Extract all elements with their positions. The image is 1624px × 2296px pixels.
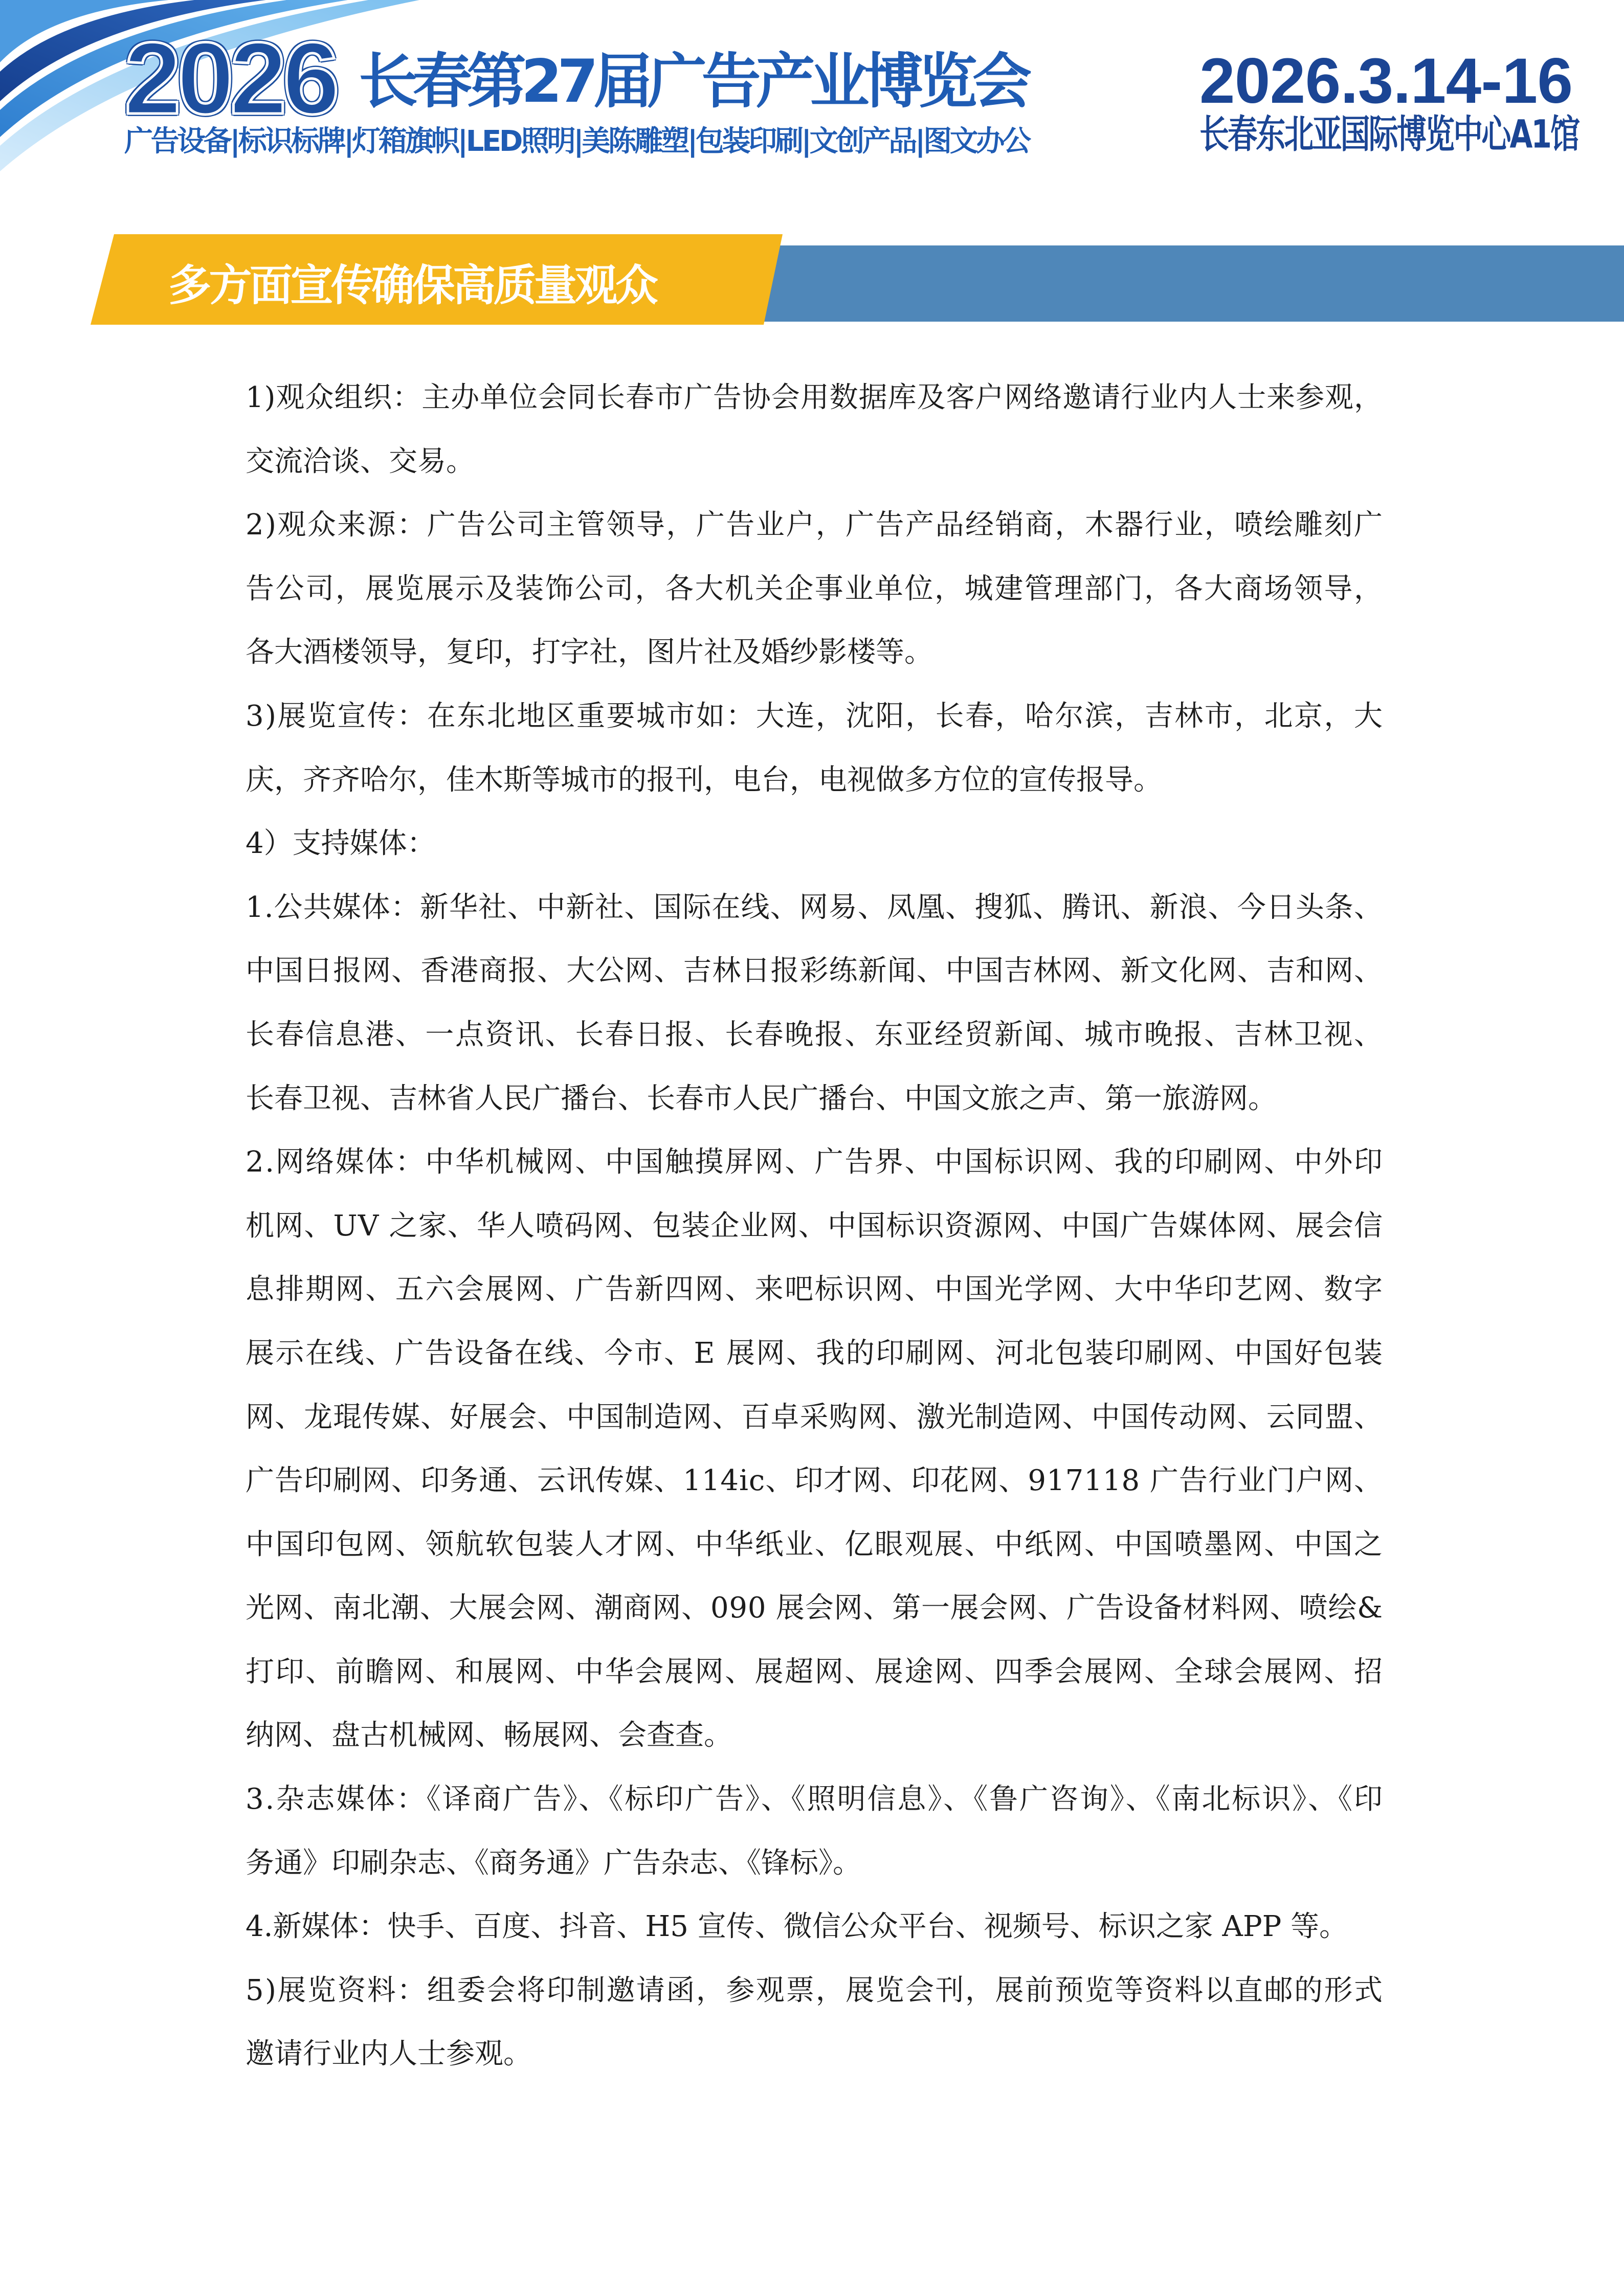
body-line: 5)展览资料：组委会将印制邀请函，参观票，展览会刊，展前预览等资料以直邮的形式: [246, 1973, 1384, 2007]
exhibit-categories: 广告设备|标识标牌|灯箱旗帜|LED照明|美陈雕塑|包装印刷|文创产品|图文办公: [124, 125, 1029, 158]
body-line: 3)展览宣传：在东北地区重要城市如：大连，沈阳，长春，哈尔滨，吉林市，北京，大: [246, 699, 1384, 733]
body-line: 打印、前瞻网、和展网、中华会展网、展超网、展途网、四季会展网、全球会展网、招: [246, 1655, 1384, 1689]
body-line: 纳网、盘古机械网、畅展网、会查查。: [246, 1719, 732, 1752]
body-line: 广告印刷网、印务通、云讯传媒、114ic、印才网、印花网、917118 广告行业门户网、: [246, 1464, 1384, 1498]
paragraph-public-media: [246, 876, 1383, 1131]
body-line: 机网、UV 之家、华人喷码网、包装企业网、中国标识资源网、中国广告媒体网、展会信: [246, 1209, 1384, 1243]
body-line: 庆，齐齐哈尔，佳木斯等城市的报刊，电台，电视做多方位的宣传报导。: [246, 763, 1162, 797]
body-line: 息排期网、五六会展网、广告新四网、来吧标识网、中国光学网、大中华印艺网、数字: [246, 1273, 1384, 1307]
event-venue: 长春东北亚国际博览中心A1馆: [1199, 111, 1579, 157]
event-title: 长春第27届广告产业博览会: [359, 47, 1027, 116]
event-dates: 2026.3.14-16: [1199, 46, 1573, 117]
body-line: 中国印包网、领航软包装人才网、中华纸业、亿眼观展、中纸网、中国喷墨网、中国之: [246, 1527, 1384, 1561]
body-line: 4.新媒体：快手、百度、抖音、H5 宣传、微信公众平台、视频号、标识之家 APP 等。: [246, 1910, 1348, 1944]
paragraph-new-media: [246, 1895, 1383, 1959]
body-line: 1.公共媒体：新华社、中新社、国际在线、网易、凤凰、搜狐、腾讯、新浪、今日头条、: [246, 890, 1384, 924]
paragraph-exhibition-promotion: [246, 685, 1383, 812]
paragraph-magazine-media: [246, 1768, 1383, 1895]
paragraph-audience-organization: [246, 366, 1383, 493]
body-line: 展示在线、广告设备在线、今市、E 展网、我的印刷网、河北包装印刷网、中国好包装: [246, 1336, 1384, 1370]
body-line: 邀请行业内人士参观。: [246, 2037, 532, 2071]
paragraph-online-media: [246, 1131, 1383, 1768]
body-line: 网、龙琨传媒、好展会、中国制造网、百卓采购网、激光制造网、中国传动网、云同盟、: [246, 1400, 1384, 1434]
section-title: 多方面宣传确保高质量观众: [168, 260, 656, 310]
body-line: 光网、南北潮、大展会网、潮商网、090 展会网、第一展会网、广告设备材料网、喷绘&: [246, 1591, 1383, 1625]
body-line: 告公司，展览展示及装饰公司，各大机关企事业单位，城建管理部门，各大商场领导，: [246, 572, 1384, 605]
body-line: 4）支持媒体：: [246, 827, 436, 861]
body-content: [246, 366, 1383, 2086]
paragraph-exhibition-materials: [246, 1959, 1383, 2086]
body-line: 3.杂志媒体：《译商广告》、《标印广告》、《照明信息》、《鲁广咨询》、《南北标识》、《印: [246, 1783, 1384, 1816]
body-line: 各大酒楼领导，复印，打字社，图片社及婚纱影楼等。: [246, 636, 933, 669]
paragraph-media-support-heading: [246, 812, 1383, 876]
body-line: 中国日报网、香港商报、大公网、吉林日报彩练新闻、中国吉林网、新文化网、吉和网、: [246, 954, 1384, 988]
event-year: 2026: [124, 21, 336, 136]
paragraph-audience-sources: [246, 493, 1383, 685]
body-line: 2.网络媒体：中华机械网、中国触摸屏网、广告界、中国标识网、我的印刷网、中外印: [246, 1145, 1384, 1179]
body-line: 1)观众组织：主办单位会同长春市广告协会用数据库及客户网络邀请行业内人士来参观，: [246, 381, 1383, 414]
body-line: 2)观众来源：广告公司主管领导，广告业户，广告产品经销商，木器行业，喷绘雕刻广: [246, 508, 1384, 542]
body-line: 务通》印刷杂志、《商务通》广告杂志、《锋标》。: [246, 1846, 861, 1880]
body-line: 长春卫视、吉林省人民广播台、长春市人民广播台、中国文旅之声、第一旅游网。: [246, 1082, 1277, 1115]
body-line: 交流洽谈、交易。: [246, 444, 475, 478]
body-line: 长春信息港、一点资讯、长春日报、长春晚报、东亚经贸新闻、城市晚报、吉林卫视、: [246, 1018, 1384, 1051]
